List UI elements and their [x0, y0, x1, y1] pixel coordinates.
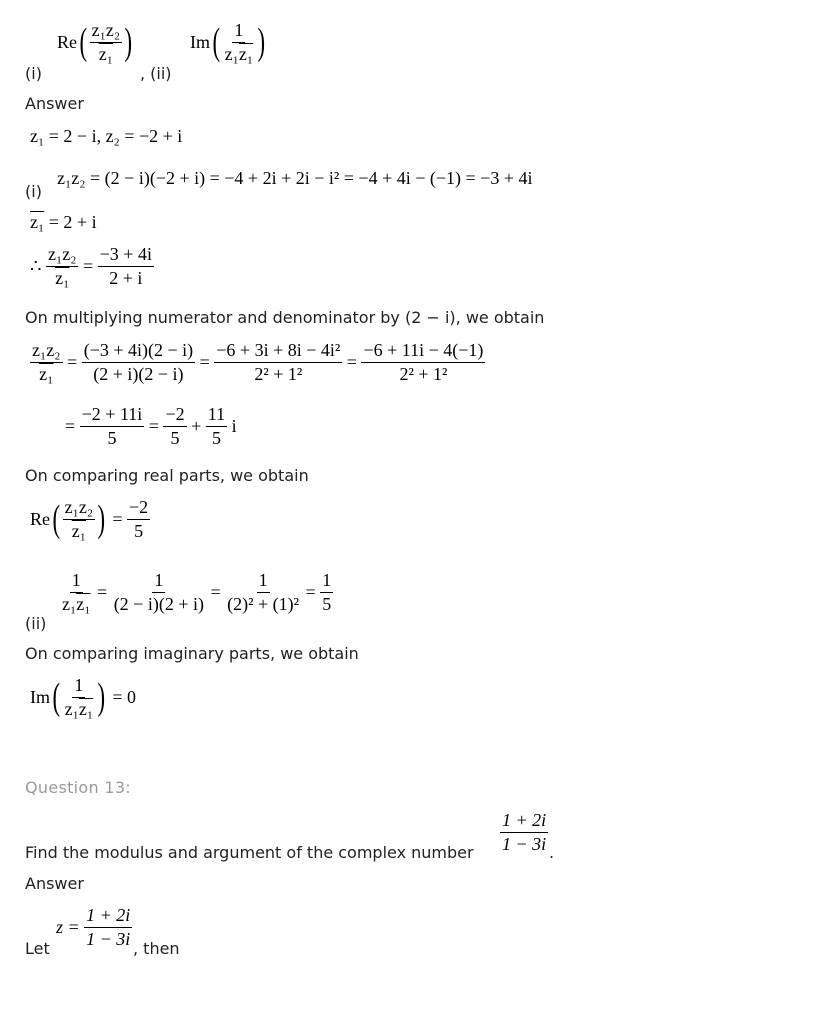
multiplication-steps: $\frac{\text{z₁z₂}}{\text{z₁}}$ = $\frac{(-3 + 4i)(2 - i)}{(2 + i)(2 - i)}$ = $\frac{\text{−6 + 3i + 8i − 4i²}}{\text{2² + 1²}}$ = $\frac{-6 + 11i - 4(-1)}{\text{2² + 1²}}$ [32, 340, 484, 384]
let-equation: z = $\frac{1 + 2i}{1 - 3i}$ [56, 905, 131, 949]
fraction-z1z2-over-z1bar [90, 20, 123, 64]
question-fraction: $\frac{1 + 2i}{1 - 3i}$ [502, 810, 547, 854]
solution-i-label: (i) [25, 182, 42, 201]
simplified-steps: = $\frac{-2 + 11i}{5}$ = $\frac{-2}{5}$ + $\frac{11}{5}$ i [65, 404, 237, 448]
real-part-result: Re ( $\frac{\text{z₁z₂}}{\text{z₁}}$ ) = $\frac{-2}{5}$ [30, 497, 149, 541]
denominator: z₁z₁ [224, 43, 254, 64]
product-rhs: = (2 − i)(−2 + i) = −4 + 2i + 2i − i² = −4 + 4i − (−1) = −3 + 4i [90, 168, 533, 188]
im-expression: Im ( $\frac{1}{\text{z₁z₁}}$ ) [190, 20, 266, 64]
answer-label-q13: Answer [25, 874, 84, 893]
then-text: , then [133, 939, 180, 958]
im-operator: Im [190, 31, 210, 52]
therefore-symbol: ∴ [30, 255, 42, 276]
part-ii-label: , (ii) [140, 64, 172, 83]
part-ii-steps: $\frac{1}{\text{z₁z₁}}$ = $\frac{1}{(2 - i)(2 + i)}$ = $\frac{1}{\text{(2)² + (1)²}}$ = $\frac{1}{5}$ [62, 570, 332, 614]
re-expression: Re ( $\frac{\text{z₁z₂}}{\text{z₁}}$ ) [57, 20, 133, 64]
real-parts-text: On comparing real parts, we obtain [25, 466, 309, 485]
numerator: z₁z₂ [90, 20, 123, 43]
z1bar-symbol: z₁ [30, 212, 45, 232]
let-label: Let [25, 939, 50, 958]
product-equation [57, 168, 532, 189]
solution-ii-label: (ii) [25, 614, 47, 633]
re-operator: Re [57, 31, 77, 52]
multiply-text: On multiplying numerator and denominator by (2 − i), we obtain [25, 308, 545, 327]
product-lhs: z₁z₂ [57, 168, 86, 188]
z1bar-value: = 2 + i [48, 212, 97, 232]
fraction-one-over-z1z1bar [223, 20, 256, 64]
z1bar-equation [30, 212, 97, 233]
numerator: 1 [232, 20, 245, 43]
imaginary-parts-text: On comparing imaginary parts, we obtain [25, 644, 359, 663]
given-values: z₁ = 2 − i, z₂ = −2 + i [30, 126, 183, 146]
question-period: . [549, 843, 555, 862]
question-text: Find the modulus and argument of the complex number [25, 843, 474, 862]
question-heading: Question 13: [25, 778, 131, 797]
imaginary-part-result: Im ( $\frac{1}{\text{z₁z₁}}$ ) = 0 [30, 675, 136, 719]
answer-label: Answer [25, 94, 84, 113]
therefore-equation: ∴ $\frac{\text{z₁z₂}}{\text{z₁}}$ = $\frac{-3 + 4i}{2 + i}$ [30, 244, 152, 288]
denominator: z₁ [98, 43, 114, 64]
part-i-label: (i) [25, 64, 42, 83]
